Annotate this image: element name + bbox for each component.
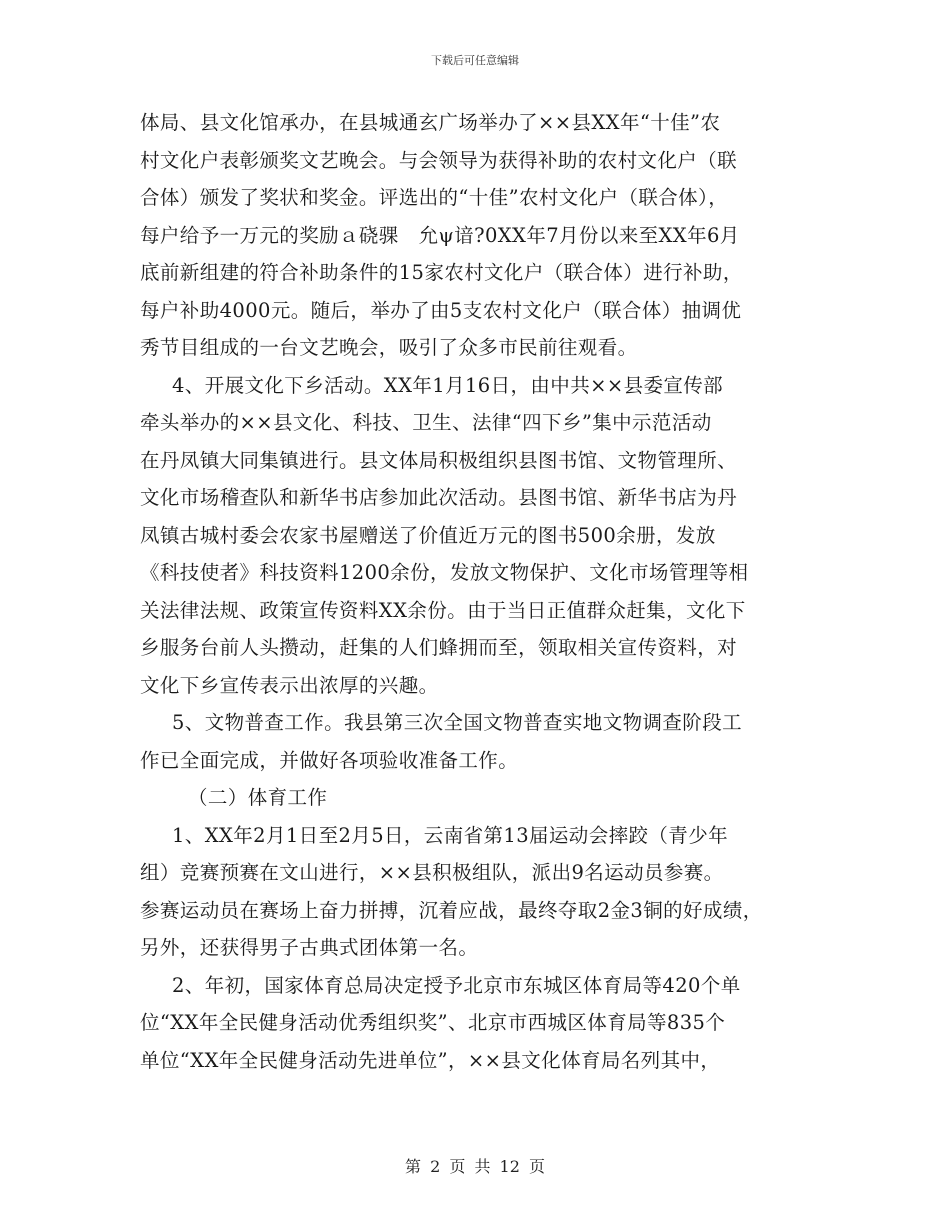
text-line: 体局、县文化馆承办，在县城通玄广场举办了××县XX年“十佳”农	[140, 111, 721, 134]
text-line: 每户补助4000元。随后，举办了由5支农村文化户（联合体）抽调优	[140, 298, 742, 322]
text-line: 牵头举办的××县文化、科技、卫生、法律“四下乡”集中示范活动	[140, 411, 712, 434]
text-line: 单位“XX年全民健身活动先进单位”，××县文化体育局名列其中，	[140, 1048, 721, 1072]
page-footer: 第 2 页 共 12 页	[405, 1157, 545, 1176]
text-line: 底前新组建的符合补助条件的15家农村文化户（联合体）进行补助，	[140, 261, 743, 284]
text-line: 合体）颁发了奖状和奖金。评选出的“十佳”农村文化户（联合体），	[140, 186, 729, 209]
text-line: 《科技使者》科技资料1200余份，发放文物保护、文化市场管理等相	[140, 561, 749, 584]
text-line: 凤镇古城村委会农家书屋赠送了价值近万元的图书500余册，发放	[140, 523, 716, 547]
text-line: 在丹凤镇大同集镇进行。县文体局积极组织县图书馆、文物管理所、	[140, 448, 738, 472]
text-line: 文化市场稽查队和新华书店参加此次活动。县图书馆、新华书店为丹	[140, 486, 738, 509]
text-line: 秀节目组成的一台文艺晚会，吸引了众多市民前往观看。	[140, 336, 638, 359]
text-line: 乡服务台前人头攒动，赶集的人们蜂拥而至，领取相关宣传资料，对	[140, 636, 738, 659]
section-heading: （二）体育工作	[188, 786, 328, 809]
text-line: 文化下乡宣传表示出浓厚的兴趣。	[140, 673, 439, 697]
paragraph-start-line: 5、文物普查工作。我县第三次全国文物普查实地文物调查阶段工	[172, 711, 743, 734]
text-line: 另外，还获得男子古典式团体第一名。	[140, 936, 479, 959]
text-line: 每户给予一万元的奖励ａ硗骒 允ψ谙?0XX年7月份以来至XX年6月	[140, 223, 740, 247]
text-line: 村文化户表彰颁奖文艺晚会。与会领导为获得补助的农村文化户（联	[140, 148, 738, 172]
text-line: 位“XX年全民健身活动优秀组织奖”、北京市西城区体育局等835个	[140, 1011, 726, 1034]
paragraph-start-line: 1、XX年2月1日至2月5日，云南省第13届运动会摔跤（青少年	[172, 823, 729, 847]
document-body	[140, 104, 840, 1079]
text-line: 组）竞赛预赛在文山进行，××县积极组队，派出9名运动员参赛。	[140, 861, 724, 884]
page-header: 下载后可任意编辑	[431, 54, 519, 67]
paragraph-start-line: 4、开展文化下乡活动。XX年1月16日，由中共××县委宣传部	[172, 373, 724, 397]
text-line: 参赛运动员在赛场上奋力拼搏，沉着应战，最终夺取2金3铜的好成绩，	[140, 898, 763, 922]
text-line: 关法律法规、政策宣传资料XX余份。由于当日正值群众赶集，文化下	[140, 598, 746, 622]
paragraph-start-line: 2、年初，国家体育总局决定授予北京市东城区体育局等420个单	[172, 973, 741, 997]
text-line: 作已全面完成，并做好各项验收准备工作。	[140, 748, 519, 772]
